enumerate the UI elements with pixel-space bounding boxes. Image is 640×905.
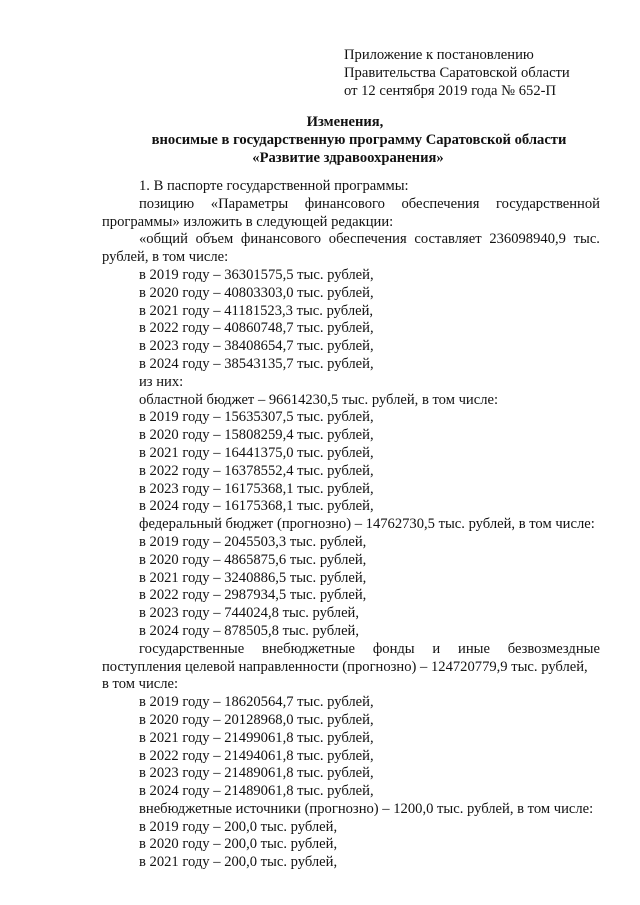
word: объем xyxy=(195,231,234,248)
word: государственной xyxy=(495,195,600,212)
regional-year-line: в 2022 году – 16378552,4 тыс. рублей, xyxy=(139,462,374,479)
total-year-line: в 2022 году – 40860748,7 тыс. рублей, xyxy=(139,320,374,337)
title-line-2: вносимые в государственную программу Саратовской области xyxy=(151,132,567,148)
funds-header-line-2: поступления целевой направленности (прогнозно) – 124720779,9 тыс. рублей, xyxy=(102,658,588,675)
extrabudgetary-header: внебюджетные источники (прогнозно) – 1200,0 тыс. рублей, в том числе: xyxy=(139,800,594,817)
total-year-line: в 2023 году – 38408654,7 тыс. рублей, xyxy=(139,338,374,355)
word: тыс. xyxy=(573,231,600,248)
title-line-3: «Развитие здравоохранения» xyxy=(252,150,444,166)
appendix-line-1: Приложение к постановлению xyxy=(344,47,534,63)
paragraph-2-line-2: программы» изложить в следующей редакции: xyxy=(102,213,394,230)
federal-year-line: в 2023 году – 744024,8 тыс. рублей, xyxy=(139,605,360,622)
word: финансового xyxy=(240,231,322,248)
federal-year-line: в 2020 году – 4865875,6 тыс. рублей, xyxy=(139,551,367,568)
word: составляет xyxy=(414,231,482,248)
regional-year-line: в 2024 году – 16175368,1 тыс. рублей, xyxy=(139,498,374,515)
appendix-header xyxy=(344,46,570,100)
funds-year-line: в 2019 году – 18620564,7 тыс. рублей, xyxy=(139,694,374,711)
paragraph-3-line-1 xyxy=(102,231,600,249)
document-body xyxy=(102,178,600,872)
title-line-1: Изменения, xyxy=(306,114,384,130)
federal-year-line: в 2019 году – 2045503,3 тыс. рублей, xyxy=(139,533,367,550)
funds-year-line: в 2020 году – 20128968,0 тыс. рублей, xyxy=(139,711,374,728)
paragraph-2-line-1 xyxy=(102,196,600,214)
extrabudgetary-year-line: в 2020 году – 200,0 тыс. рублей, xyxy=(139,836,338,853)
paragraph-1: 1. В паспорте государственной программы: xyxy=(139,178,409,194)
extrabudgetary-year-line: в 2019 году – 200,0 тыс. рублей, xyxy=(139,818,338,835)
funds-year-line: в 2022 году – 21494061,8 тыс. рублей, xyxy=(139,747,374,764)
word: иные xyxy=(458,640,490,657)
total-year-line: в 2024 году – 38543135,7 тыс. рублей, xyxy=(139,355,374,372)
appendix-line-2: Правительства Саратовской области xyxy=(344,65,570,81)
federal-year-line: в 2021 году – 3240886,5 тыс. рублей, xyxy=(139,569,367,586)
funds-year-line: в 2024 году – 21489061,8 тыс. рублей, xyxy=(139,783,374,800)
word: безвозмездные xyxy=(507,640,600,657)
regional-year-line: в 2020 году – 15808259,4 тыс. рублей, xyxy=(139,427,374,444)
paragraph-3-line-2: рублей, в том числе: xyxy=(102,249,229,266)
federal-year-line: в 2022 году – 2987934,5 тыс. рублей, xyxy=(139,587,367,604)
word: финансового xyxy=(304,195,385,212)
word: и xyxy=(432,640,441,657)
of-them-label: из них: xyxy=(139,373,184,390)
word: позицию xyxy=(139,195,195,212)
regional-year-line: в 2019 году – 15635307,5 тыс. рублей, xyxy=(139,409,374,426)
word: «Параметры xyxy=(210,195,289,212)
total-year-line: в 2019 году – 36301575,5 тыс. рублей, xyxy=(139,266,374,283)
funds-header-line-3: в том числе: xyxy=(102,676,179,693)
word: фонды xyxy=(372,640,415,657)
word: обеспечения xyxy=(328,231,407,248)
document-title xyxy=(0,113,640,167)
funds-year-line: в 2021 году – 21499061,8 тыс. рублей, xyxy=(139,729,374,746)
regional-year-line: в 2023 году – 16175368,1 тыс. рублей, xyxy=(139,480,374,497)
word: внебюджетные xyxy=(261,640,356,657)
word: обеспечения xyxy=(401,195,480,212)
total-year-line: в 2020 году – 40803303,0 тыс. рублей, xyxy=(139,284,374,301)
appendix-line-3: от 12 сентября 2019 года № 652-П xyxy=(344,83,557,99)
word: 236098940,9 xyxy=(489,231,566,248)
word: государственные xyxy=(139,640,245,657)
funds-year-line: в 2023 году – 21489061,8 тыс. рублей, xyxy=(139,765,374,782)
regional-year-line: в 2021 году – 16441375,0 тыс. рублей, xyxy=(139,444,374,461)
federal-budget-header: федеральный бюджет (прогнозно) – 14762730,5 тыс. рублей, в том числе: xyxy=(139,516,595,533)
funds-header-line-1 xyxy=(102,641,600,659)
extrabudgetary-year-line: в 2021 году – 200,0 тыс. рублей, xyxy=(139,854,338,871)
federal-year-line: в 2024 году – 878505,8 тыс. рублей, xyxy=(139,622,360,639)
word: «общий xyxy=(139,231,188,248)
total-year-line: в 2021 году – 41181523,3 тыс. рублей, xyxy=(139,302,374,319)
regional-budget-header: областной бюджет – 96614230,5 тыс. рублей, в том числе: xyxy=(139,391,499,408)
